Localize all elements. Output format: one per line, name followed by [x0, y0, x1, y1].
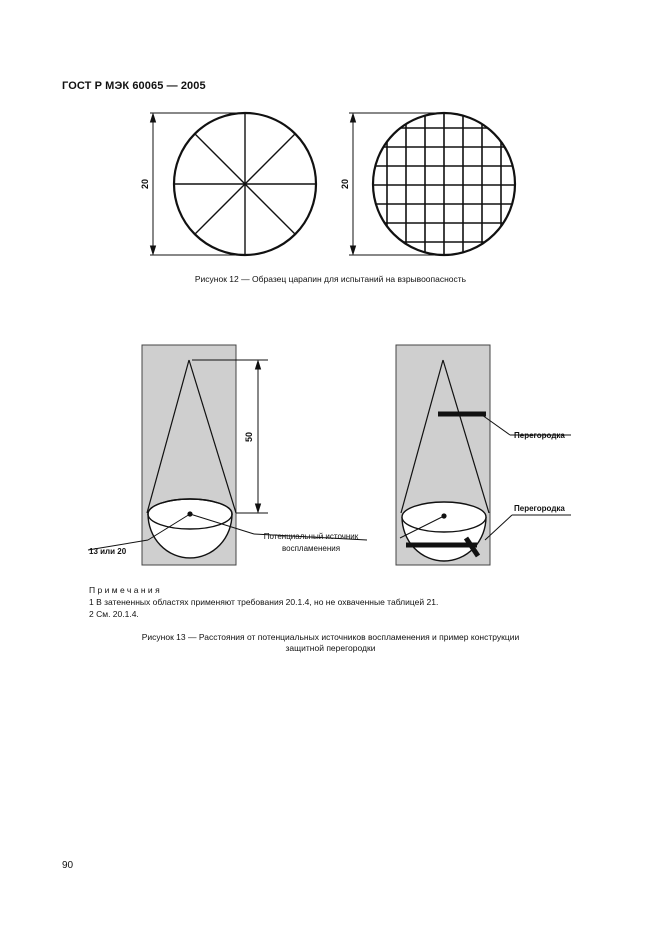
- dimension-label-left: 20: [140, 178, 150, 190]
- partition-label-top: Перегородка: [514, 431, 565, 440]
- notes-heading: Примечания: [89, 585, 163, 595]
- radius-dimension-label: 13 или 20: [89, 547, 127, 556]
- notes-block: [89, 584, 438, 620]
- note-item-1: 1 В затененных областях применяют требования 20.1.4, но не охваченные таблицей 21.: [89, 597, 439, 607]
- ignition-source-label-line1: Потенциальный источник: [263, 532, 359, 541]
- note-item-2: 2 См. 20.1.4.: [89, 609, 139, 619]
- height-dimension-label: 50: [244, 431, 254, 443]
- page-number: 90: [62, 860, 74, 871]
- figure-13-caption: [60, 632, 601, 654]
- dimension-label-right: 20: [340, 178, 350, 190]
- partition-label-bottom: Перегородка: [514, 504, 565, 513]
- figure-12-caption: Рисунок 12 — Образец царапин для испытаний на взрывоопасность: [194, 274, 467, 284]
- figure-13-caption-line2: защитной перегородки: [285, 643, 376, 653]
- figure-13-caption-line1: Рисунок 13 — Расстояния от потенциальных источников воспламенения и пример конструкции: [141, 632, 520, 642]
- document-header: ГОСТ Р МЭК 60065 — 2005: [62, 80, 206, 92]
- ignition-source-label-line2: воспламенения: [281, 544, 341, 553]
